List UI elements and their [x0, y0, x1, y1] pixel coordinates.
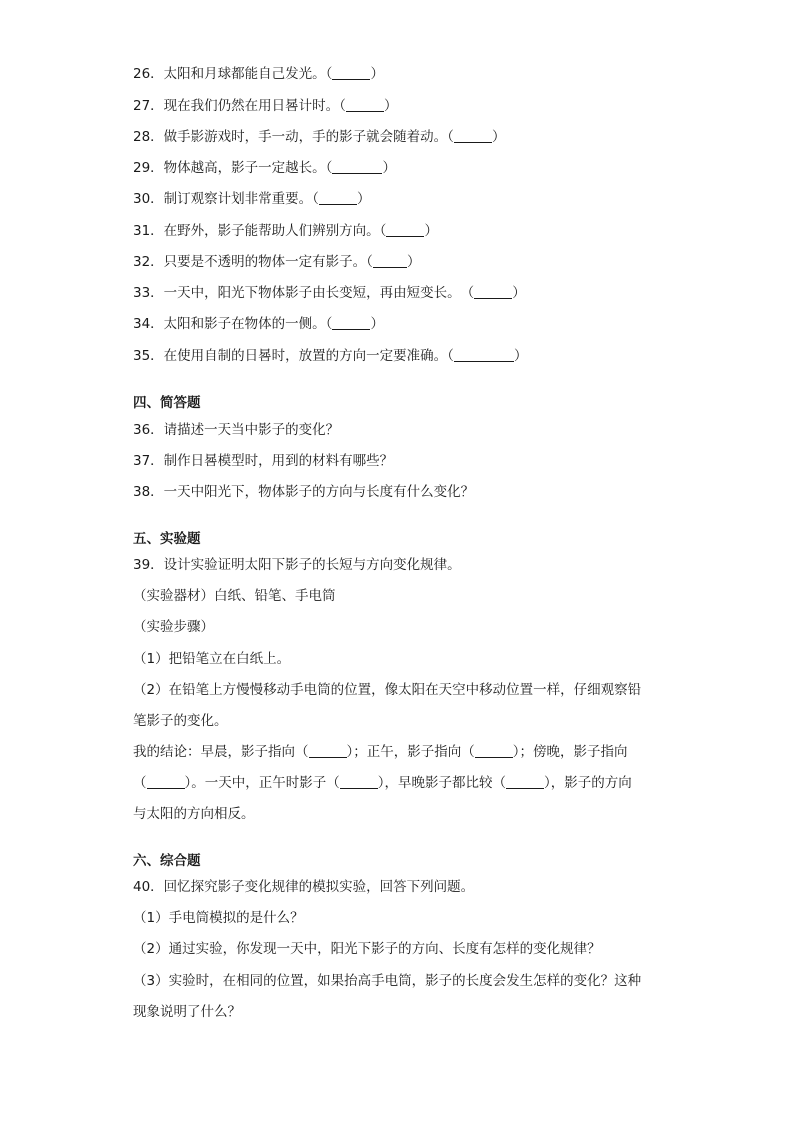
- answer-blank[interactable]: [454, 347, 514, 362]
- experiment-step-2-line-1: （2）在铅笔上方慢慢移动手电筒的位置，像太阳在天空中移动位置一样，仔细观察铅: [133, 682, 642, 698]
- experiment-step-1: （1）把铅笔立在白纸上。: [133, 651, 291, 667]
- answer-blank[interactable]: [319, 190, 357, 205]
- answer-blank[interactable]: [309, 743, 347, 758]
- experiment-conclusion-line-3: 与太阳的方向相反。: [133, 806, 255, 822]
- experiment-materials: （实验器材）白纸、铅笔、手电筒: [133, 588, 336, 604]
- question-39: 39．设计实验证明太阳下影子的长短与方向变化规律。: [133, 557, 461, 573]
- answer-blank[interactable]: [386, 222, 424, 237]
- experiment-conclusion-line-2: （ ）。一天中，正午时影子（ ），早晚影子都比较（ ），影子的方向: [133, 775, 632, 791]
- question-30: 30．制订观察计划非常重要。（ ）: [133, 191, 371, 207]
- question-40-sub-1: （1）手电筒模拟的是什么？: [133, 910, 304, 926]
- answer-blank[interactable]: [506, 774, 544, 789]
- question-37: 37．制作日晷模型时，用到的材料有哪些？: [133, 453, 394, 469]
- question-40-sub-3-line-2: 现象说明了什么？: [133, 1004, 241, 1020]
- section-heading-short-answer: 四、简答题: [133, 395, 201, 411]
- question-28: 28．做手影游戏时，手一动，手的影子就会随着动。（ ）: [133, 129, 506, 145]
- question-31: 31．在野外，影子能帮助人们辨别方向。（ ）: [133, 223, 438, 239]
- answer-blank[interactable]: [340, 774, 378, 789]
- answer-blank[interactable]: [346, 97, 384, 112]
- answer-blank[interactable]: [147, 774, 185, 789]
- section-heading-comprehensive: 六、综合题: [133, 853, 201, 869]
- question-38: 38．一天中阳光下，物体影子的方向与长度有什么变化？: [133, 484, 475, 500]
- experiment-conclusion-line-1: 我的结论：早晨，影子指向（ ）；正午，影子指向（ ）；傍晚，影子指向: [133, 744, 628, 760]
- question-32: 32．只要是不透明的物体一定有影子。（ ）: [133, 254, 421, 270]
- answer-blank[interactable]: [475, 743, 513, 758]
- experiment-steps-label: （实验步骤）: [133, 619, 214, 635]
- question-35: 35．在使用自制的日晷时，放置的方向一定要准确。（ ）: [133, 348, 528, 364]
- question-40-sub-3-line-1: （3）实验时，在相同的位置，如果抬高手电筒，影子的长度会发生怎样的变化？这种: [133, 973, 642, 989]
- question-33: 33．一天中，阳光下物体影子由长变短，再由短变长。 （ ）: [133, 285, 526, 301]
- answer-blank[interactable]: [332, 159, 382, 174]
- section-heading-experiment: 五、实验题: [133, 531, 201, 547]
- question-34: 34．太阳和影子在物体的一侧。（ ）: [133, 316, 384, 332]
- question-40-sub-2: （2）通过实验，你发现一天中，阳光下影子的方向、长度有怎样的变化规律？: [133, 941, 601, 957]
- experiment-step-2-line-2: 笔影子的变化。: [133, 713, 228, 729]
- answer-blank[interactable]: [454, 128, 492, 143]
- question-26: 26．太阳和月球都能自己发光。（ ）: [133, 66, 384, 82]
- answer-blank[interactable]: [332, 315, 370, 330]
- answer-blank[interactable]: [373, 253, 407, 268]
- answer-blank[interactable]: [332, 65, 370, 80]
- question-40: 40．回忆探究影子变化规律的模拟实验，回答下列问题。: [133, 879, 475, 895]
- question-27: 27．现在我们仍然在用日晷计时。（ ）: [133, 98, 398, 114]
- answer-blank[interactable]: [474, 284, 512, 299]
- question-29: 29．物体越高，影子一定越长。（ ）: [133, 160, 396, 176]
- question-36: 36．请描述一天当中影子的变化？: [133, 422, 340, 438]
